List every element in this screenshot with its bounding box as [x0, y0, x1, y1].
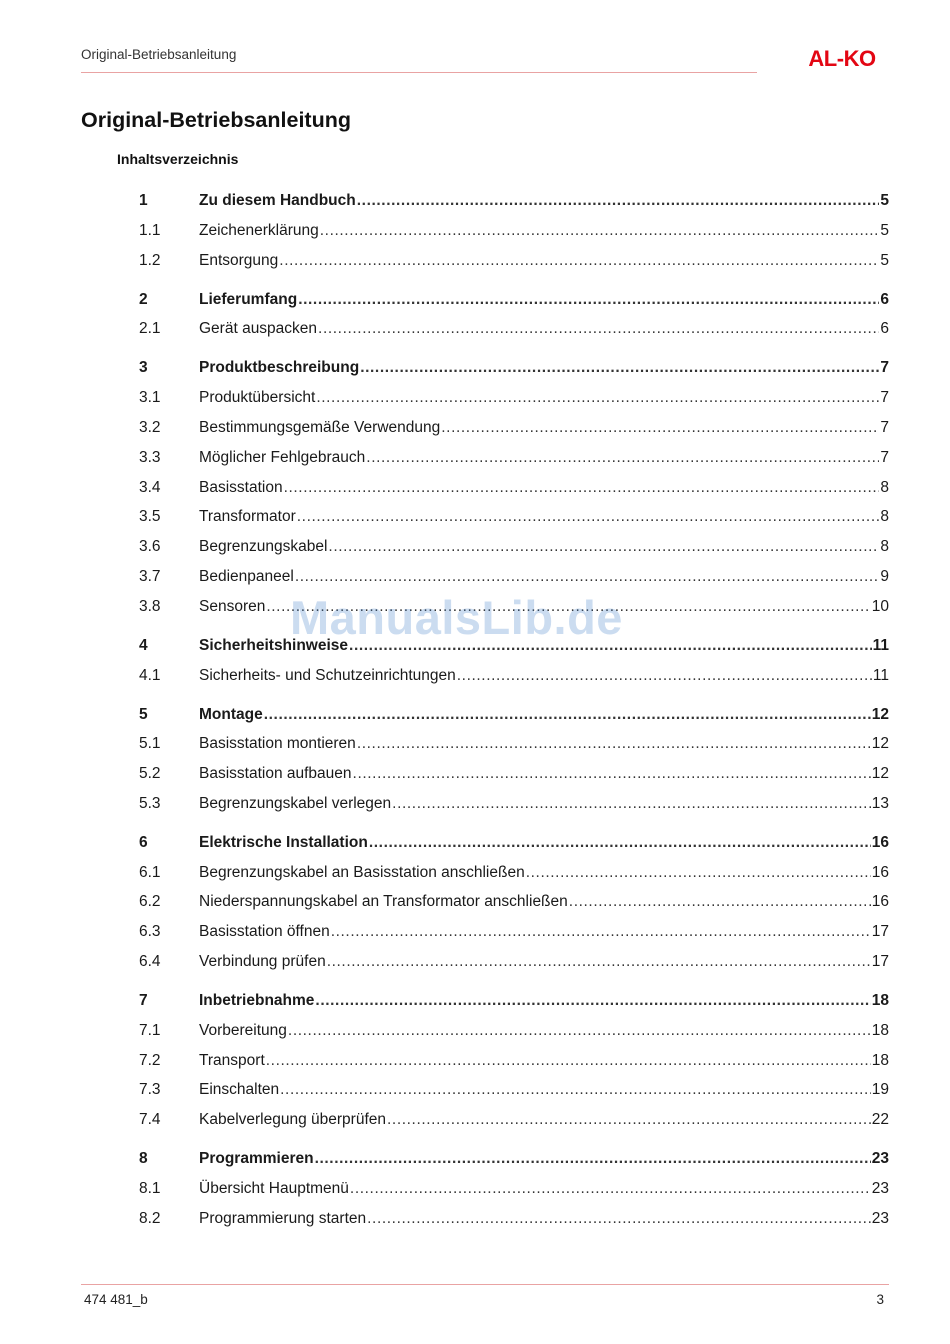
toc-entry-number: 5.3 [139, 794, 161, 812]
toc-dot-leader [331, 917, 871, 947]
toc-entry-number: 4 [139, 636, 148, 654]
page-title: Original-Betriebsanleitung [81, 108, 351, 132]
toc-entry-number: 5 [139, 705, 148, 723]
toc-entry-number: 7.1 [139, 1021, 161, 1039]
toc-entry-page: 12 [871, 735, 889, 753]
toc-entry-page: 11 [872, 636, 889, 654]
footer-page-number: 3 [876, 1292, 884, 1307]
toc-entry-label: Begrenzungskabel verlegen [199, 794, 392, 812]
toc-entry-number: 6.3 [139, 923, 161, 941]
watermark: ManualsLib.de [290, 591, 623, 644]
toc-entry-page: 7 [880, 359, 889, 377]
toc-entry-number: 7.4 [139, 1111, 161, 1129]
toc-entry-number: 3.5 [139, 508, 161, 526]
toc-dot-leader [264, 700, 871, 730]
toc-chapter-row[interactable] [139, 353, 889, 383]
toc-entry-number: 5.2 [139, 765, 161, 783]
toc-section-row[interactable] [139, 443, 889, 473]
toc-heading: Inhaltsverzeichnis [117, 151, 239, 167]
toc-entry-page: 18 [871, 1051, 889, 1069]
toc-dot-leader [392, 789, 871, 819]
toc-dot-leader [295, 562, 880, 592]
toc-dot-leader [353, 759, 871, 789]
toc-entry-page: 12 [871, 705, 889, 723]
toc-entry-number: 7 [139, 992, 148, 1010]
toc-entry-label: Bestimmungsgemäße Verwendung [199, 418, 441, 436]
toc-entry-label: Einschalten [199, 1081, 280, 1099]
toc-entry-label: Begrenzungskabel an Basisstation anschließen [199, 863, 525, 881]
toc-chapter-row[interactable] [139, 828, 889, 858]
toc-entry-number: 2 [139, 290, 148, 308]
toc-dot-leader [315, 986, 870, 1016]
toc-entry-page: 13 [871, 794, 889, 812]
toc-entry-number: 6 [139, 833, 148, 851]
toc-entry-label: Sensoren [199, 597, 266, 615]
toc-section-row[interactable] [139, 917, 889, 947]
toc-chapter-row[interactable] [139, 700, 889, 730]
toc-entry-page: 18 [871, 992, 889, 1010]
toc-section-row[interactable] [139, 413, 889, 443]
toc-entry-number: 6.2 [139, 893, 161, 911]
toc-dot-leader [357, 186, 880, 216]
toc-dot-leader [288, 1016, 871, 1046]
toc-entry-page: 16 [871, 893, 889, 911]
toc-entry-number: 1.2 [139, 251, 161, 269]
toc-dot-leader [569, 887, 871, 917]
toc-dot-leader [526, 858, 871, 888]
toc-entry-label: Zu diesem Handbuch [199, 192, 356, 209]
toc-entry-page: 5 [880, 192, 889, 209]
toc-entry-label: Produktübersicht [199, 389, 316, 407]
toc-chapter-row[interactable] [139, 186, 889, 216]
toc-section-row[interactable] [139, 887, 889, 917]
toc-entry-label: Gerät auspacken [199, 320, 318, 338]
toc-entry-label: Basisstation montieren [199, 735, 356, 753]
toc-entry-page: 12 [871, 765, 889, 783]
toc-section-row[interactable] [139, 562, 889, 592]
toc-entry-page: 5 [880, 221, 889, 239]
toc-dot-leader [280, 1075, 871, 1105]
table-of-contents [139, 186, 889, 1234]
toc-entry-number: 3.8 [139, 597, 161, 615]
toc-section-row[interactable] [139, 1204, 889, 1234]
toc-dot-leader [318, 314, 879, 344]
toc-dot-leader [266, 1046, 871, 1076]
toc-entry-label: Lieferumfang [199, 290, 298, 308]
toc-section-row[interactable] [139, 246, 889, 276]
running-header-title: Original-Betriebsanleitung [81, 47, 237, 62]
footer-divider [81, 1284, 889, 1285]
toc-entry-number: 1.1 [139, 221, 161, 239]
toc-entry-label: Elektrische Installation [199, 833, 368, 851]
toc-entry-page: 9 [880, 567, 889, 585]
toc-section-row[interactable] [139, 858, 889, 888]
toc-dot-leader [328, 532, 879, 562]
toc-entry-label: Basisstation [199, 478, 283, 496]
toc-entry-page: 8 [880, 538, 889, 556]
toc-section-row[interactable] [139, 216, 889, 246]
toc-entry-page: 6 [880, 320, 889, 338]
toc-entry-label: Sicherheits- und Schutzeinrichtungen [199, 666, 456, 684]
toc-dot-leader [297, 502, 880, 532]
toc-section-row[interactable] [139, 947, 889, 977]
toc-entry-label: Begrenzungskabel [199, 538, 328, 556]
toc-entry-label: Sicherheitshinweise [199, 636, 349, 654]
toc-entry-label: Möglicher Fehlgebrauch [199, 448, 366, 466]
toc-entry-label: Transport [199, 1051, 265, 1069]
toc-entry-number: 3.7 [139, 567, 161, 585]
toc-entry-number: 7.2 [139, 1051, 161, 1069]
toc-entry-page: 17 [871, 953, 889, 971]
toc-section-row[interactable] [139, 1016, 889, 1046]
toc-entry-label: Inbetriebnahme [199, 992, 315, 1010]
toc-entry-page: 19 [871, 1081, 889, 1099]
toc-entry-label: Transformator [199, 508, 296, 526]
toc-dot-leader [369, 828, 871, 858]
toc-dot-leader [367, 1204, 871, 1234]
toc-entry-label: Basisstation öffnen [199, 923, 330, 941]
toc-section-row[interactable] [139, 1105, 889, 1135]
toc-entry-label: Zeichenerklärung [199, 221, 319, 239]
toc-chapter-row[interactable] [139, 1144, 889, 1174]
toc-entry-page: 16 [871, 833, 889, 851]
toc-entry-page: 6 [880, 290, 889, 308]
toc-entry-page: 5 [880, 251, 889, 269]
toc-section-row[interactable] [139, 789, 889, 819]
footer-doc-number: 474 481_b [84, 1292, 148, 1307]
toc-dot-leader [327, 947, 871, 977]
toc-entry-page: 22 [871, 1111, 889, 1129]
toc-entry-number: 8.1 [139, 1180, 161, 1198]
toc-entry-page: 23 [871, 1150, 889, 1168]
toc-entry-number: 7.3 [139, 1081, 161, 1099]
toc-dot-leader [350, 1174, 871, 1204]
toc-entry-page: 23 [871, 1209, 889, 1227]
toc-entry-label: Vorbereitung [199, 1021, 287, 1039]
toc-entry-number: 3.6 [139, 538, 161, 556]
toc-entry-label: Entsorgung [199, 251, 279, 269]
toc-entry-number: 8.2 [139, 1209, 161, 1227]
toc-entry-label: Kabelverlegung überprüfen [199, 1111, 386, 1129]
toc-entry-number: 8 [139, 1150, 148, 1168]
toc-entry-number: 3 [139, 359, 148, 377]
toc-entry-page: 18 [871, 1021, 889, 1039]
toc-entry-page: 7 [880, 448, 889, 466]
toc-section-row[interactable] [139, 383, 889, 413]
toc-entry-label: Programmierung starten [199, 1209, 367, 1227]
toc-chapter-row[interactable] [139, 285, 889, 315]
toc-entry-number: 6.1 [139, 863, 161, 881]
toc-entry-label: Produktbeschreibung [199, 359, 360, 377]
toc-section-row[interactable] [139, 532, 889, 562]
toc-entry-number: 4.1 [139, 666, 161, 684]
toc-dot-leader [441, 413, 879, 443]
toc-dot-leader [357, 729, 871, 759]
toc-dot-leader [320, 216, 880, 246]
toc-entry-label: Niederspannungskabel an Transformator anschließen [199, 893, 568, 911]
toc-section-row[interactable] [139, 1174, 889, 1204]
toc-dot-leader [284, 473, 880, 503]
header-divider [81, 72, 757, 73]
toc-entry-page: 7 [880, 389, 889, 407]
logo-text: AL-KO [808, 46, 876, 71]
alko-logo [794, 44, 890, 72]
toc-section-row[interactable] [139, 661, 889, 691]
toc-entry-number: 1 [139, 192, 148, 209]
toc-section-row[interactable] [139, 759, 889, 789]
toc-entry-label: Übersicht Hauptmenü [199, 1180, 349, 1198]
toc-section-row[interactable] [139, 314, 889, 344]
toc-dot-leader [315, 1144, 871, 1174]
toc-entry-label: Basisstation aufbauen [199, 765, 352, 783]
toc-dot-leader [387, 1105, 871, 1135]
toc-section-row[interactable] [139, 729, 889, 759]
toc-entry-page: 11 [872, 666, 889, 684]
toc-dot-leader [366, 443, 879, 473]
toc-entry-page: 16 [871, 863, 889, 881]
toc-dot-leader [457, 661, 872, 691]
toc-entry-number: 6.4 [139, 953, 161, 971]
toc-entry-label: Bedienpaneel [199, 567, 294, 585]
toc-entry-page: 7 [880, 418, 889, 436]
toc-entry-number: 5.1 [139, 735, 161, 753]
toc-entry-number: 3.3 [139, 448, 161, 466]
toc-section-row[interactable] [139, 502, 889, 532]
toc-entry-number: 2.1 [139, 320, 161, 338]
toc-entry-label: Verbindung prüfen [199, 953, 326, 971]
toc-section-row[interactable] [139, 473, 889, 503]
toc-dot-leader [360, 353, 879, 383]
toc-entry-page: 8 [880, 508, 889, 526]
toc-dot-leader [279, 246, 879, 276]
toc-section-row[interactable] [139, 1075, 889, 1105]
toc-entry-page: 8 [880, 478, 889, 496]
toc-entry-page: 23 [871, 1180, 889, 1198]
toc-entry-label: Montage [199, 705, 263, 723]
toc-entry-number: 3.1 [139, 389, 161, 407]
toc-entry-page: 17 [871, 923, 889, 941]
toc-dot-leader [298, 285, 879, 315]
toc-entry-number: 3.4 [139, 478, 161, 496]
toc-section-row[interactable] [139, 1046, 889, 1076]
toc-entry-label: Programmieren [199, 1150, 314, 1168]
toc-chapter-row[interactable] [139, 986, 889, 1016]
toc-entry-page: 10 [871, 597, 889, 615]
toc-entry-number: 3.2 [139, 418, 161, 436]
toc-dot-leader [316, 383, 879, 413]
